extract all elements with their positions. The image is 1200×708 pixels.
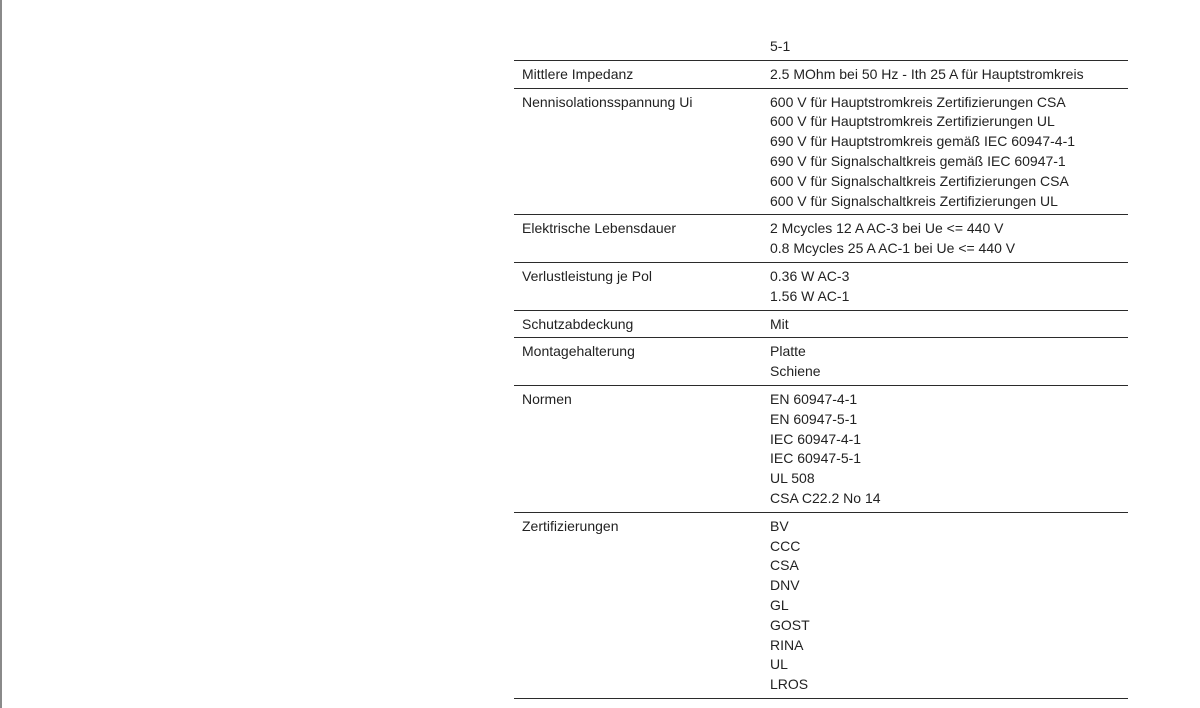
row-value: GOST bbox=[770, 616, 810, 633]
row-value: CSA bbox=[770, 557, 799, 574]
row-label: Mittlere Impedanz bbox=[522, 65, 634, 82]
row-values bbox=[762, 342, 1128, 382]
row-label: Montagehalterung bbox=[522, 343, 635, 360]
row-value: IEC 60947-4-1 bbox=[770, 430, 862, 447]
row-value: 2.5 MOhm bei 50 Hz - Ith 25 A für Hauptstromkreis bbox=[770, 65, 1084, 82]
row-values bbox=[762, 315, 1128, 335]
table-row bbox=[514, 215, 1128, 263]
table-row bbox=[514, 35, 1128, 61]
table-row bbox=[514, 89, 1128, 216]
row-value: 600 V für Signalschaltkreis Zertifizierungen UL bbox=[770, 192, 1058, 209]
table-row bbox=[514, 311, 1128, 339]
row-value: UL 508 bbox=[770, 470, 815, 487]
table-row bbox=[514, 338, 1128, 386]
row-value: CCC bbox=[770, 537, 801, 554]
page-left-border bbox=[0, 0, 2, 708]
row-value: IEC 60947-5-1 bbox=[770, 450, 862, 467]
row-values bbox=[762, 390, 1128, 509]
row-value: GL bbox=[770, 596, 789, 613]
row-value: BV bbox=[770, 517, 789, 534]
row-values bbox=[762, 37, 1128, 57]
table-row bbox=[514, 513, 1128, 699]
row-value: 600 V für Hauptstromkreis Zertifizierungen UL bbox=[770, 113, 1055, 130]
row-value: UL bbox=[770, 656, 788, 673]
row-value: CSA C22.2 No 14 bbox=[770, 489, 881, 506]
row-value: LROS bbox=[770, 676, 809, 693]
spec-table bbox=[514, 35, 1128, 699]
row-value: 2 Mcycles 12 A AC-3 bei Ue <= 440 V bbox=[770, 220, 1004, 237]
row-value: EN 60947-5-1 bbox=[770, 410, 858, 427]
row-value: DNV bbox=[770, 577, 800, 594]
row-values bbox=[762, 219, 1128, 259]
row-label: Elektrische Lebensdauer bbox=[522, 220, 677, 237]
row-value: 5-1 bbox=[770, 38, 791, 54]
row-value: EN 60947-4-1 bbox=[770, 390, 858, 407]
row-value: 0.36 W AC-3 bbox=[770, 267, 850, 284]
row-values bbox=[762, 517, 1128, 695]
row-value: 690 V für Hauptstromkreis gemäß IEC 60947-4-1 bbox=[770, 133, 1076, 150]
table-row bbox=[514, 61, 1128, 89]
row-values bbox=[762, 65, 1128, 85]
row-value: 1.56 W AC-1 bbox=[770, 287, 850, 304]
row-value: Platte bbox=[770, 343, 806, 360]
row-label: Normen bbox=[522, 390, 572, 407]
row-value: Mit bbox=[770, 315, 789, 332]
row-value: 0.8 Mcycles 25 A AC-1 bei Ue <= 440 V bbox=[770, 240, 1016, 257]
row-values bbox=[762, 267, 1128, 307]
table-row bbox=[514, 386, 1128, 513]
row-value: Schiene bbox=[770, 363, 821, 380]
table-row bbox=[514, 263, 1128, 311]
row-value: RINA bbox=[770, 636, 804, 653]
row-label: Verlustleistung je Pol bbox=[522, 267, 652, 284]
row-label bbox=[514, 37, 762, 57]
row-values bbox=[762, 93, 1128, 212]
row-label: Zertifizierungen bbox=[522, 517, 619, 534]
row-label: Nennisolationsspannung Ui bbox=[522, 93, 693, 110]
row-label: Schutzabdeckung bbox=[522, 315, 634, 332]
row-value: 690 V für Signalschaltkreis gemäß IEC 60947-1 bbox=[770, 152, 1066, 169]
row-value: 600 V für Signalschaltkreis Zertifizierungen CSA bbox=[770, 172, 1069, 189]
row-value: 600 V für Hauptstromkreis Zertifizierungen CSA bbox=[770, 93, 1066, 110]
